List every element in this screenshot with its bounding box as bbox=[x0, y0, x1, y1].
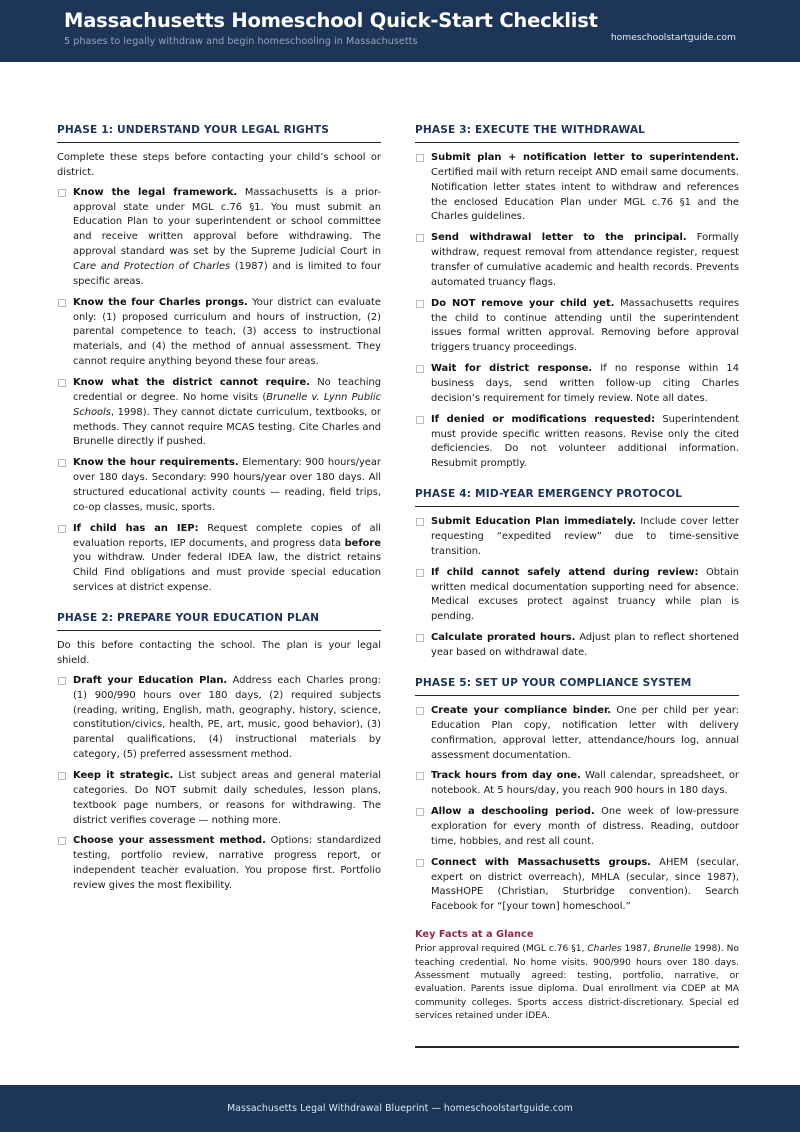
phase-3-section bbox=[415, 124, 739, 472]
checklist-item-lead: Send withdrawal letter to the principal. bbox=[431, 232, 687, 244]
checkbox-icon[interactable] bbox=[58, 459, 66, 467]
checklist-item-body: If no response within 14 business days, send written follow-up citing Charles decision’s requirement for timely review. Note all dates. bbox=[431, 363, 739, 404]
checklist-item[interactable] bbox=[415, 566, 739, 625]
checklist-item-body: List subject areas and general material categories. Do NOT submit daily schedules, lesson plans, textbook page numbers, or reasons for withdrawing. The district verifies coverage — nothing more. bbox=[73, 769, 381, 826]
checklist-item-lead: Know the legal framework. bbox=[73, 186, 238, 198]
checklist-item-lead: Draft your Education Plan. bbox=[73, 674, 228, 686]
key-facts-citation-brunelle: Brunelle bbox=[653, 944, 692, 955]
checkbox-icon[interactable] bbox=[58, 189, 66, 197]
checklist-item[interactable] bbox=[415, 231, 739, 290]
checkbox-icon[interactable] bbox=[416, 808, 424, 816]
checkbox-icon[interactable] bbox=[416, 154, 424, 162]
checkbox-icon[interactable] bbox=[58, 837, 66, 845]
checklist-item-lead: Create your compliance binder. bbox=[431, 704, 612, 716]
document-body bbox=[0, 62, 800, 1085]
key-facts-heading: Key Facts at a Glance bbox=[415, 929, 534, 941]
phase-1-section bbox=[57, 124, 381, 596]
checklist-item-citation: Brunelle v. Lynn Public Schools bbox=[73, 391, 382, 418]
checklist-item-body: Address each Charles prong: (1) 900/990 hours over 180 days, (2) required subjects (reading, writing, English, math, geography, history, science, constitution/civics, health, PE, art, music, good behavior), (3) parental qualifications, (4) instructional materials by category, (5) preferred assessment method. bbox=[73, 674, 381, 761]
phase-5-divider bbox=[415, 695, 739, 696]
left-column bbox=[57, 124, 381, 896]
checklist-item[interactable] bbox=[57, 834, 381, 893]
checkbox-icon[interactable] bbox=[416, 416, 424, 424]
page-title: Massachusetts Homeschool Quick-Start Checklist bbox=[64, 9, 598, 32]
checklist-item[interactable] bbox=[415, 631, 739, 661]
checklist-item[interactable] bbox=[415, 413, 739, 472]
checklist-item[interactable] bbox=[57, 769, 381, 828]
checklist-item-lead: Allow a deschooling period. bbox=[431, 806, 595, 818]
checklist-item-lead: Know what the district cannot require. bbox=[73, 377, 310, 389]
checklist-item-citation: Care and Protection of Charles bbox=[73, 261, 231, 273]
key-facts-bottom-divider bbox=[415, 1046, 739, 1048]
phase-1-divider bbox=[57, 142, 381, 143]
checklist-item-lead: Know the four Charles prongs. bbox=[73, 296, 248, 308]
checklist-item[interactable] bbox=[415, 805, 739, 850]
checklist-item-tail: (1987) and is limited to four specific areas. bbox=[73, 261, 382, 287]
checklist-item-body: Superintendent must provide specific written reasons. Revise only the cited deficiencies. Do not volunteer additional information. Resubmit promptly. bbox=[431, 413, 739, 470]
checkbox-icon[interactable] bbox=[416, 707, 424, 715]
checklist-item-lead: Wait for district response. bbox=[431, 363, 593, 375]
checkbox-icon[interactable] bbox=[58, 379, 66, 387]
checkbox-icon[interactable] bbox=[416, 634, 424, 642]
phase-3-divider bbox=[415, 142, 739, 143]
checklist-item[interactable] bbox=[415, 297, 739, 356]
checklist-item-body: No teaching credential or degree. No home visits ( bbox=[73, 377, 381, 403]
checklist-item[interactable] bbox=[415, 151, 739, 225]
checklist-item-lead: Do NOT remove your child yet. bbox=[431, 297, 615, 309]
phase-4-checklist bbox=[415, 515, 739, 661]
checklist-item-body: Options: standardized testing, portfolio review, narrative progress report, or independent teacher evaluation. You propose first. Portfolio review gives the most flexibility. bbox=[73, 835, 382, 891]
checklist-item[interactable] bbox=[415, 362, 739, 407]
checklist-item-lead: If child cannot safely attend during review: bbox=[431, 566, 699, 578]
key-facts-part-2: 1987, bbox=[621, 944, 654, 955]
key-facts-section bbox=[415, 929, 739, 1048]
phase-4-divider bbox=[415, 506, 739, 507]
checkbox-icon[interactable] bbox=[58, 772, 66, 780]
checklist-item-body: Include cover letter requesting “expedited review” due to time-sensitive transition. bbox=[431, 516, 739, 557]
checklist-item-lead: Keep it strategic. bbox=[73, 769, 174, 781]
checklist-item-tail: you withdraw. Under federal IDEA law, the district retains Child Find obligations and must provide special education services at district expense. bbox=[73, 552, 381, 594]
key-facts-part-1: Prior approval required (MGL c.76 §1, bbox=[415, 944, 588, 955]
page-header bbox=[0, 0, 800, 62]
checkbox-icon[interactable] bbox=[416, 518, 424, 526]
two-column-layout bbox=[57, 124, 740, 1048]
checklist-item[interactable] bbox=[57, 376, 381, 450]
phase-4-heading: PHASE 4: MID-YEAR EMERGENCY PROTOCOL bbox=[415, 488, 683, 501]
checklist-item-body: Adjust plan to reflect shortened year based on withdrawal date. bbox=[431, 632, 739, 659]
checkbox-icon[interactable] bbox=[416, 569, 424, 577]
right-column bbox=[415, 124, 739, 1048]
phase-2-section bbox=[57, 612, 381, 894]
phase-5-heading: PHASE 5: SET UP YOUR COMPLIANCE SYSTEM bbox=[415, 676, 692, 689]
checkbox-icon[interactable] bbox=[416, 234, 424, 242]
checklist-item[interactable] bbox=[415, 856, 739, 915]
phase-3-heading: PHASE 3: EXECUTE THE WITHDRAWAL bbox=[415, 124, 646, 136]
checklist-item[interactable] bbox=[57, 296, 381, 370]
checkbox-icon[interactable] bbox=[416, 365, 424, 373]
phase-2-intro: Do this before contacting the school. The plan is your legal shield. bbox=[57, 640, 381, 666]
checklist-item-body: Obtain written medical documentation supporting need for absence. Medical excuses protect against truancy while plan is pending. bbox=[431, 566, 739, 623]
checklist-item-lead: Calculate prorated hours. bbox=[431, 632, 576, 644]
phase-3-checklist bbox=[415, 151, 739, 472]
checkbox-icon[interactable] bbox=[416, 300, 424, 308]
page-footer bbox=[0, 1085, 800, 1132]
checklist-item-lead: If denied or modifications requested: bbox=[431, 413, 656, 425]
checklist-item-body: Certified mail with return receipt AND email same documents. Notification letter states intent to withdraw and references the enclosed Education Plan under MGL c.76 §1 and the Charles guidelines. bbox=[431, 166, 739, 223]
phase-5-checklist bbox=[415, 704, 739, 915]
footer-text: Massachusetts Legal Withdrawal Blueprint — homeschoolstartguide.com bbox=[227, 1103, 573, 1114]
phase-1-intro: Complete these steps before contacting your child’s school or district. bbox=[57, 152, 381, 178]
checklist-item[interactable] bbox=[415, 515, 739, 560]
key-facts-part-3: 1998). No teaching credential. No home visits. 900/990 hours over 180 days. Assessment mutually agreed: testing, portfolio, narrative, or evaluation. Parents issue diploma. Dual enrollment via CDEP at MA community colleges. Sports access district-discretionary. Special ed services retained under IDEA. bbox=[415, 944, 739, 1022]
checklist-item-lead: Submit Education Plan immediately. bbox=[431, 516, 636, 528]
phase-1-heading: PHASE 1: UNDERSTAND YOUR LEGAL RIGHTS bbox=[57, 124, 330, 136]
checklist-item-body: Massachusetts is a prior-approval state under MGL c.76 §1. You must submit an Education Plan to your superintendent or school committee and receive written approval before withdrawing. The approval standard was set by the Supreme Judicial Court in bbox=[73, 186, 381, 258]
checklist-item-tail: , 1998). They cannot dictate curriculum, textbooks, or methods. They cannot require MCAS testing. Cite Charles and Brunelle directly if pushed. bbox=[73, 406, 381, 448]
checklist-item-body: One week of low-pressure exploration for every month of distress. Reading, outdoor time, hobbies, and rest all count. bbox=[431, 806, 739, 847]
checklist-item-lead: Submit plan + notification letter to superintendent. bbox=[431, 152, 739, 163]
checklist-item-body: One per child per year: Education Plan copy, notification letter with delivery confirmation, approval letter, attendance/hours log, annual assessment documentation. bbox=[431, 704, 739, 761]
checklist-item-body: AHEM (secular, expert on district overreach), MHLA (secular, since 1987), MassHOPE (Christian, Sturbridge convention). Search Facebook for “[your town] homeschool.” bbox=[431, 856, 739, 913]
key-facts-body bbox=[415, 943, 739, 1024]
checklist-item[interactable] bbox=[57, 522, 381, 596]
checklist-item-lead: If child has an IEP: bbox=[73, 522, 199, 534]
checklist-item-body: Wall calendar, spreadsheet, or notebook. At 5 hours/day, you reach 900 hours in 180 days. bbox=[431, 770, 739, 797]
phase-1-checklist bbox=[57, 186, 381, 596]
checklist-item-body: Your district can evaluate only: (1) proposed curriculum and hours of instruction, (2) parental competence to teach, (3) access to instructional materials, and (4) the method of annual assessment. They cannot require anything beyond these four areas. bbox=[73, 296, 381, 368]
checklist-item-lead: Track hours from day one. bbox=[431, 770, 581, 782]
checklist-item-body: Elementary: 900 hours/year over 180 days. Secondary: 990 hours/year over 180 days. All structured educational activity counts — reading, field trips, co-op classes, music, sports. bbox=[73, 457, 381, 513]
checkbox-icon[interactable] bbox=[58, 525, 66, 533]
checklist-item-lead: Choose your assessment method. bbox=[73, 835, 266, 847]
checklist-item[interactable] bbox=[57, 674, 381, 763]
checklist-item[interactable] bbox=[415, 769, 739, 799]
checkbox-icon[interactable] bbox=[58, 299, 66, 307]
checkbox-icon[interactable] bbox=[416, 859, 424, 867]
checklist-item[interactable] bbox=[57, 186, 381, 290]
header-website-url: homeschoolstartguide.com bbox=[610, 32, 736, 43]
checklist-item-body: Formally withdraw, request removal from attendance register, request transfer of cumulative academic and health records. Prevents automated truancy flags. bbox=[431, 232, 739, 288]
checkbox-icon[interactable] bbox=[416, 772, 424, 780]
checklist-item-body: Request complete copies of all evaluation reports, IEP documents, and progress data bbox=[73, 522, 381, 549]
phase-2-checklist bbox=[57, 674, 381, 894]
checklist-item-body: Massachusetts requires the child to continue attending until the superintendent issues formal written approval. Removing before approval triggers truancy proceedings. bbox=[431, 297, 739, 354]
checkbox-icon[interactable] bbox=[58, 677, 66, 685]
checklist-item[interactable] bbox=[415, 704, 739, 763]
checklist-item-lead: Know the hour requirements. bbox=[73, 457, 239, 469]
checklist-item-emphasis: before bbox=[344, 537, 381, 549]
checklist-item[interactable] bbox=[57, 456, 381, 515]
page-subtitle: 5 phases to legally withdraw and begin homeschooling in Massachusetts bbox=[64, 36, 418, 48]
key-facts-citation-charles: Charles bbox=[587, 944, 622, 955]
checklist-item-lead: Connect with Massachusetts groups. bbox=[431, 856, 652, 868]
phase-2-divider bbox=[57, 630, 381, 631]
phase-4-section bbox=[415, 488, 739, 661]
phase-5-section bbox=[415, 677, 739, 915]
phase-2-heading: PHASE 2: PREPARE YOUR EDUCATION PLAN bbox=[57, 612, 320, 625]
